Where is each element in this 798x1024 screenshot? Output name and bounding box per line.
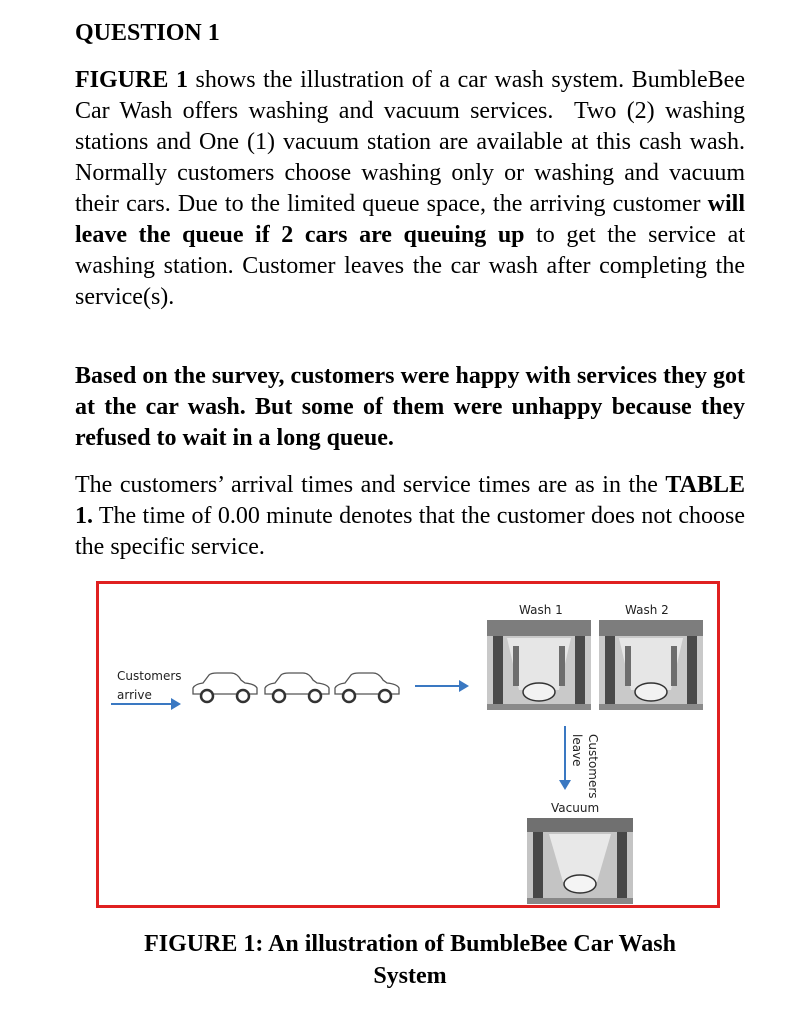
- label-vacuum: Vacuum: [551, 801, 600, 815]
- figure-reference: FIGURE 1: [75, 67, 188, 93]
- paragraph-times: [75, 470, 745, 563]
- intro-text-part2: to get the service at washing station. Customer leaves the car wash after completing the service(s).: [75, 222, 745, 310]
- car-wash-illustration: [99, 584, 717, 905]
- wash-station-2-icon: [599, 620, 703, 710]
- caption-line-2: System: [373, 963, 447, 989]
- to-wash-arrow-icon: [415, 680, 469, 692]
- paragraph-survey: Based on the survey, customers were happy with services they got at the car wash. But some of them were unhappy because they refused to wait in a long queue.: [75, 363, 745, 451]
- intro-text-part1: shows the illustration of a car wash system. BumbleBee Car Wash offers washing and vacuum services. Two (2) washing stations and One (1) vacuum station are available at this cash wash. Normally customers choose washing only or washing and vacuum their cars. Due to the limited queue space, the arriving customer: [75, 67, 745, 217]
- figure-caption: [75, 928, 745, 992]
- table-reference: TABLE 1.: [75, 472, 745, 529]
- label-wash-2: Wash 2: [625, 603, 669, 617]
- caption-line-1: FIGURE 1: An illustration of BumbleBee Car Wash: [144, 931, 676, 957]
- question-heading: QUESTION 1: [75, 20, 220, 46]
- figure-1-box: [96, 581, 720, 908]
- label-wash-1: Wash 1: [519, 603, 563, 617]
- label-customers: Customers: [117, 669, 182, 683]
- times-text-part2: The time of 0.00 minute denotes that the customer does not choose the specific service.: [75, 503, 745, 560]
- label-customers-leave-2: leave: [570, 734, 584, 767]
- queued-car-icon: [193, 673, 257, 702]
- to-vacuum-arrow-icon: [559, 726, 571, 790]
- queued-car-icon: [335, 673, 399, 702]
- label-arrive: arrive: [117, 688, 152, 702]
- label-customers-leave-1: Customers: [586, 734, 600, 799]
- times-text-part1: The customers’ arrival times and service times are as in the: [75, 472, 666, 498]
- wash-station-1-icon: [487, 620, 591, 710]
- paragraph-intro: [75, 65, 745, 313]
- vacuum-station-icon: [527, 818, 633, 904]
- intro-emphasis: will leave the queue if 2 cars are queuing up: [75, 191, 745, 248]
- queued-car-icon: [265, 673, 329, 702]
